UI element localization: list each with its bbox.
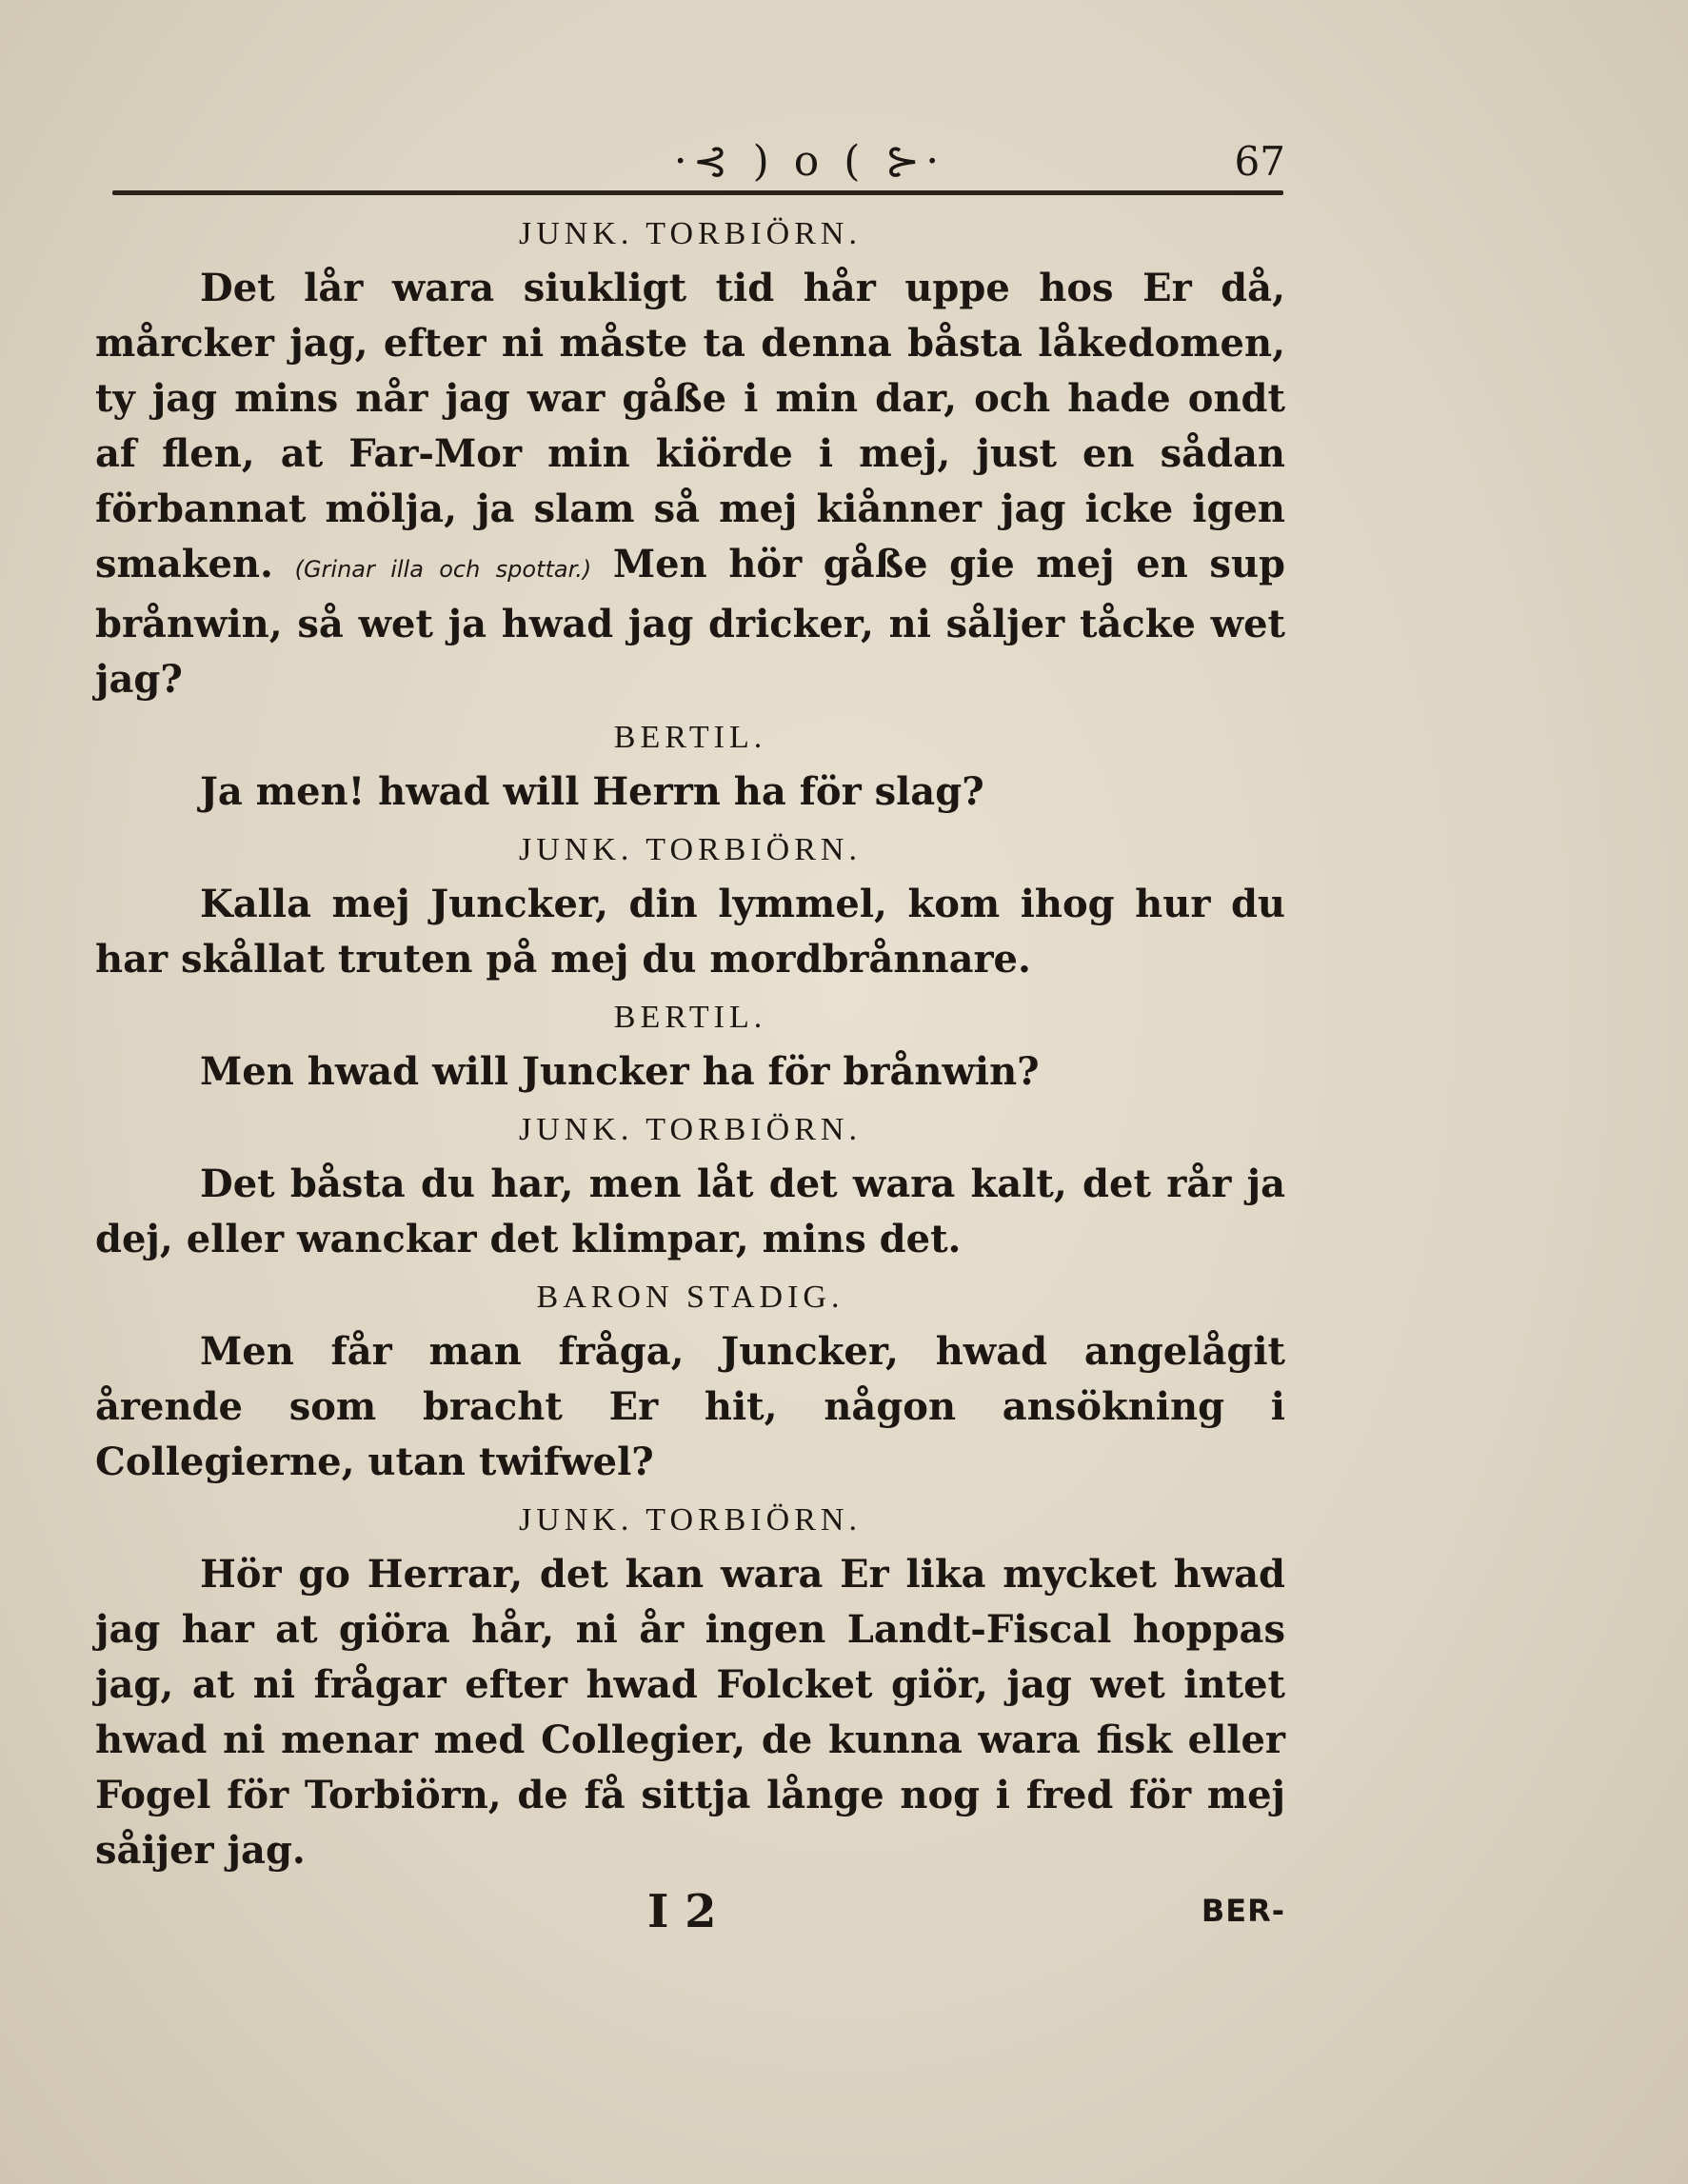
speech-text: Hör go Herrar, det kan wara Er lika mycket hwad jag har at giöra hår, ni år ingen Landt-Fiscal hoppas jag, at ni frågar efter hwad Folcket giör, jag wet intet hwad ni menar med Collegier, de kunna wara fisk eller Fogel för Torbiörn, de få sittja långe nog i fred för mej såijer jag. (95, 1552, 1285, 1873)
signature-mark: I 2 (647, 1885, 717, 1938)
speech-text: Ja men! hwad will Herrn ha för slag? (200, 769, 984, 814)
speaker-label: JUNK. TORBIÖRN. (519, 832, 862, 867)
speaker-label: JUNK. TORBIÖRN. (519, 1502, 862, 1538)
dialogue-text (95, 208, 1285, 1882)
speech-text: Det båsta du har, men låt det wara kalt, det rår ja dej, eller wanckar det klimpar, mins det. (95, 1161, 1285, 1261)
speech-text: Kalla mej Juncker, din lymmel, kom ihog hur du har skållat truten på mej du mordbrånnare. (95, 882, 1285, 982)
speaker-label: BERTIL. (613, 1000, 767, 1035)
speaker-label: JUNK. TORBIÖRN. (519, 1112, 862, 1147)
speaker-label: BARON STADIG. (536, 1280, 844, 1315)
speech-text (95, 261, 1285, 707)
page-number: 67 (1234, 138, 1285, 185)
speech-part: Det lår wara siukligt tid hår uppe hos Er då, mårcker jag, efter ni måste ta denna båsta låkedomen, ty jag mins når jag war gåße i min dar, och hade ondt af flen, at Far-Mor min kiörde i mej, just en sådan förbannat mölja, ja slam så mej kiånner jag icke igen smaken. (95, 266, 1285, 586)
speaker-label: BERTIL. (613, 720, 767, 755)
header-ornament: ·⊰ ) o ( ⊱· (673, 137, 945, 186)
catchword: BER- (1201, 1893, 1285, 1929)
stage-direction: (Grinar illa och spottar.) (294, 556, 592, 583)
speech-text: Men hwad will Juncker ha för brånwin? (200, 1049, 1040, 1094)
header-rule (112, 190, 1283, 195)
page-footer (95, 1885, 1285, 1961)
speaker-label: JUNK. TORBIÖRN. (519, 216, 862, 251)
speech-text: Men får man fråga, Juncker, hwad angelågit årende som bracht Er hit, någon ansökning i Collegierne, utan twifwel? (95, 1329, 1285, 1484)
speech-part: Men hör gåße gie mej en sup brånwin, så wet ja hwad jag dricker, ni såljer tåcke wet jag? (95, 542, 1286, 702)
